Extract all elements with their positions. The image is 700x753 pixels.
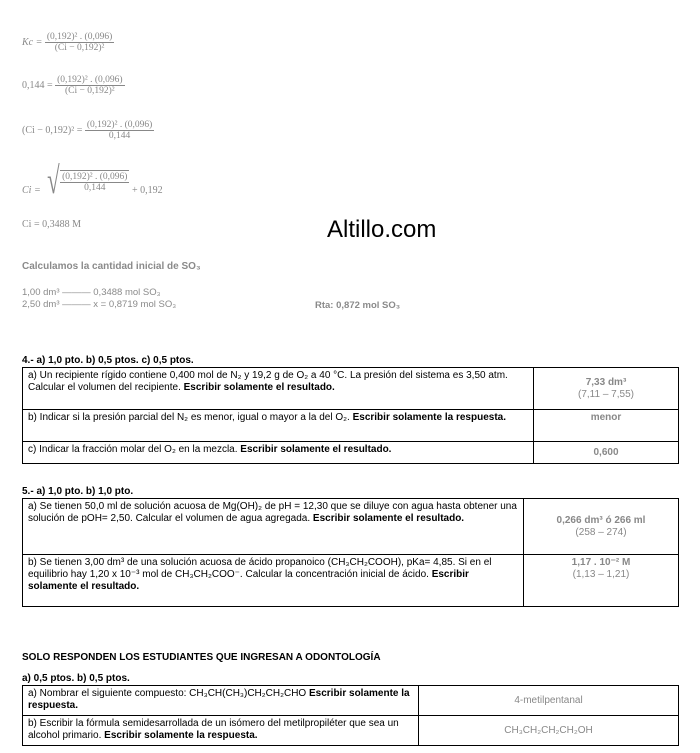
answer-value: 7,33 dm³: [585, 376, 627, 388]
table-row: [23, 499, 679, 555]
equation-ci-result: Ci = 0,3488 M: [22, 219, 81, 230]
question-instruction: Escribir solamente el resultado.: [312, 513, 465, 524]
table-row: [23, 368, 679, 410]
odonto-subheading: a) 0,5 ptos. b) 0,5 ptos.: [22, 673, 130, 684]
question-text: b) Escribir la fórmula semidesarrollada de un isómero del metilpropiléter que sea un alcohol primario.: [28, 718, 399, 741]
numerator: (0,192)² . (0,096): [57, 75, 123, 85]
question-cell: [23, 716, 419, 746]
answer-cell: [524, 555, 679, 607]
answer-cell: [534, 410, 679, 442]
calc-line-2: 2,50 dm³ ——— x = 0,8719 mol SO₃: [22, 299, 177, 310]
q5-heading: 5.- a) 1,0 pto. b) 1,0 pto.: [22, 486, 134, 497]
denominator: (Ci − 0,192)²: [54, 43, 105, 53]
table-row: [23, 410, 679, 442]
q4-heading: 4.- a) 1,0 pto. b) 0,5 ptos. c) 0,5 ptos.: [22, 355, 194, 366]
q5-table: [22, 498, 679, 607]
answer-cell: [534, 368, 679, 410]
answer-value: menor: [590, 412, 622, 423]
eq-lhs: Ci =: [22, 185, 41, 196]
question-instruction: Escribir solamente la respuesta.: [352, 412, 506, 423]
question-instruction: Escribir solamente el resultado.: [183, 382, 335, 393]
answer-value: 0,266 dm³ ó 266 ml: [556, 514, 646, 526]
question-text: b) Indicar si la presión parcial del N₂ es menor, igual o mayor a la del O₂.: [28, 412, 353, 423]
equation-ci-root: [22, 162, 163, 200]
answer-value: 0,600: [593, 446, 619, 458]
answer-cell: [524, 499, 679, 555]
question-instruction: Escribir solamente la respuesta.: [104, 730, 258, 741]
numerator: (0,192)² . (0,096): [86, 120, 153, 130]
fraction: [45, 32, 114, 53]
answer-cell: [534, 442, 679, 464]
odonto-heading: SOLO RESPONDEN LOS ESTUDIANTES QUE INGRESAN A ODONTOLOGÍA: [22, 652, 381, 663]
question-cell: [23, 499, 524, 555]
equation-rearranged: [22, 120, 154, 141]
equation-kc: [22, 32, 114, 53]
answer-cell: [419, 716, 679, 746]
calc-heading: Calculamos la cantidad inicial de SO₃: [22, 261, 201, 272]
question-instruction: Escribir solamente la respuesta.: [28, 688, 410, 711]
question-text: c) Indicar la fracción molar del O₂ en la mezcla.: [28, 444, 241, 455]
answer-value: 1,17 . 10⁻² M: [571, 557, 631, 568]
answer-cell: [419, 686, 679, 716]
fraction: [85, 120, 154, 141]
fraction: [55, 75, 124, 96]
question-cell: [23, 368, 534, 410]
radical-sign-icon: √: [47, 160, 60, 202]
denominator: 0,144: [84, 182, 106, 193]
answer-range: (258 – 274): [575, 526, 627, 538]
answer-range: (7,11 – 7,55): [578, 388, 634, 400]
question-cell: [23, 686, 419, 716]
question-instruction: Escribir solamente el resultado.: [240, 444, 392, 455]
eq-lhs: Kc =: [22, 36, 43, 48]
table-row: [23, 686, 679, 716]
question-text: a) Se tienen 50,0 ml de solución acuosa de Mg(OH)₂ de pH = 12,30 que se diluye con agua hasta obtener una solución de pOH= 2,50. Calcular el volumen de agua agregada.: [28, 501, 517, 524]
question-cell: [23, 555, 524, 607]
answer-value: CH₃CH₂CH₂CH₂OH: [504, 724, 593, 736]
numerator: (0,192)² . (0,096): [46, 32, 113, 42]
watermark: Altillo.com: [327, 216, 437, 243]
equation-substitution: [22, 75, 125, 96]
table-row: [23, 442, 679, 464]
question-text: b) Se tienen 3,00 dm³ de una solución acuosa de ácido propanoico (CH₃CH₂COOH), pKa= 4,85. Si en el equilibrio hay 1,20 x 10⁻³ mol de CH₃CH₂COO⁻. Calcular la concentración inicial de ácido.: [28, 557, 492, 580]
question-text: a) Nombrar el siguiente compuesto: CH₃CH(CH₃)CH₂CH₂CHO: [28, 688, 309, 699]
eq-lhs: (Ci − 0,192)² =: [22, 124, 83, 136]
table-row: [23, 716, 679, 746]
odonto-table: [22, 685, 679, 746]
eq-lhs: 0,144 =: [22, 79, 53, 91]
square-root: [43, 162, 129, 200]
denominator: (Ci − 0,192)²: [65, 86, 115, 96]
table-row: [23, 555, 679, 607]
calc-answer: Rta: 0,872 mol SO₃: [315, 300, 401, 311]
q4-table: [22, 367, 679, 464]
question-text: a) Un recipiente rígido contiene 0,400 mol de N₂ y 19,2 g de O₂ a 40 °C. La presión del sistema es 3,50 atm. Calcular el volumen del recipiente.: [28, 370, 508, 393]
question-cell: [23, 410, 534, 442]
question-instruction: Escribir solamente el resultado.: [28, 569, 469, 592]
eq-tail: + 0,192: [131, 185, 163, 196]
answer-range: (1,13 – 1,21): [572, 569, 630, 580]
question-cell: [23, 442, 534, 464]
numerator: (0,192)² . (0,096): [62, 171, 128, 182]
fraction: [60, 170, 129, 193]
denominator: 0,144: [108, 131, 131, 141]
calc-line-1: 1,00 dm³ ——— 0,3488 mol SO₃: [22, 287, 161, 298]
answer-value: 4-metilpentanal: [514, 694, 583, 706]
